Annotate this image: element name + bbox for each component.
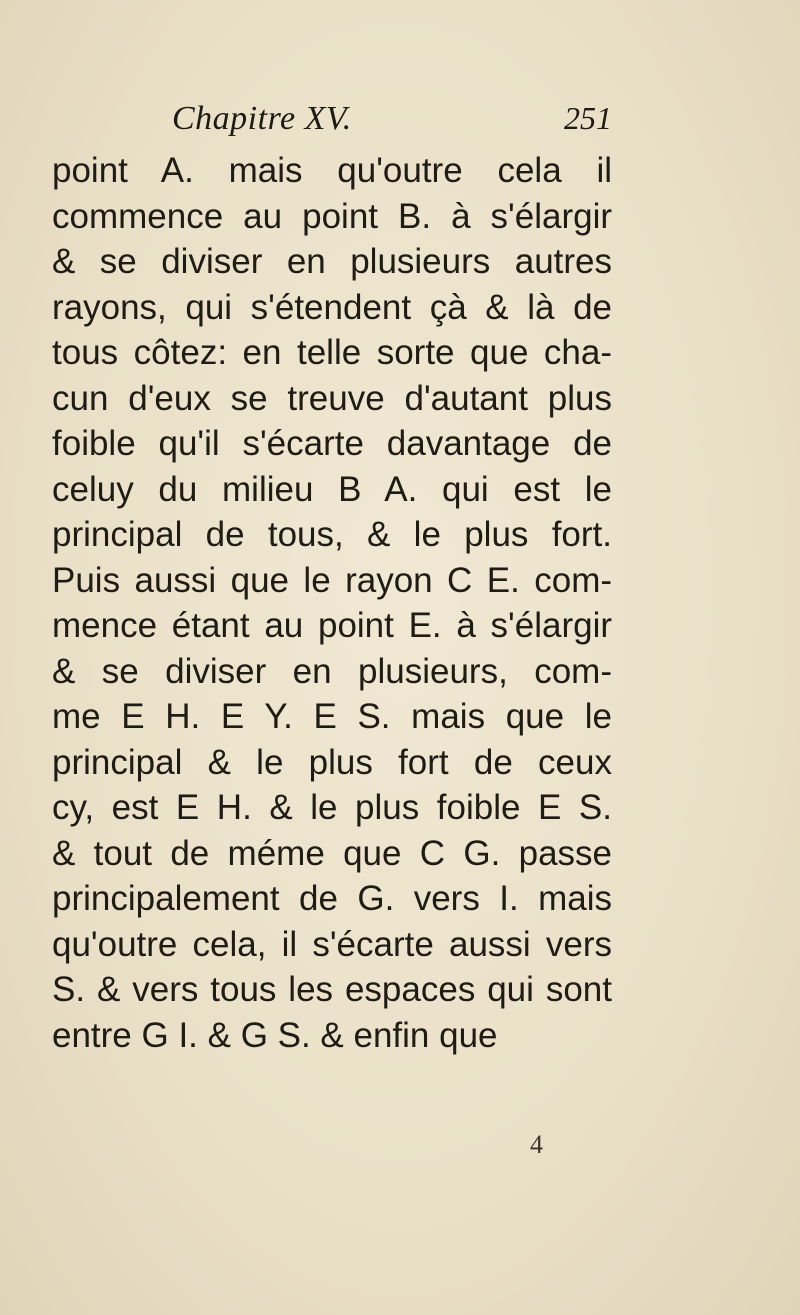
text-line: & se diviser en plusieurs, com- (52, 651, 612, 691)
text-line: & se diviser en plusieurs autres (52, 242, 612, 281)
running-head (52, 100, 612, 150)
text-line: S. & vers tous les espaces qui sont (52, 970, 612, 1009)
text-line: point A. mais qu'outre cela il (52, 151, 612, 190)
text-line: principal & le plus fort de ceux (52, 742, 612, 782)
text-line: entre G I. & G S. & enfin que (52, 1015, 498, 1055)
text-line: me E H. E Y. E S. mais que le (52, 697, 612, 736)
text-line: principalement de G. vers I. mais (52, 879, 612, 918)
text-line: mence étant au point E. à s'élargir (52, 606, 612, 645)
text-line: celuy du milieu B A. qui est le (52, 469, 612, 509)
chapter-title: Chapitre XV. (172, 100, 352, 137)
page-mark: 4 (530, 1130, 543, 1159)
text-line: foible qu'il s'écarte davantage de (52, 424, 612, 463)
text-line: & tout de méme que C G. passe (52, 833, 612, 873)
text-line: Puis aussi que le rayon C E. com- (52, 560, 612, 600)
body-text (52, 148, 612, 1058)
text-line: commence au point B. à s'élargir (52, 196, 612, 236)
text-line: tous côtez: en telle sorte que cha- (52, 333, 612, 372)
text-line: rayons, qui s'étendent çà & là de (52, 287, 612, 327)
text-line: principal de tous, & le plus fort. (52, 515, 612, 554)
text-line: cun d'eux se treuve d'autant plus (52, 378, 612, 418)
text-line: cy, est E H. & le plus foible E S. (52, 788, 612, 827)
text-line: qu'outre cela, il s'écarte aussi vers (52, 924, 612, 964)
page-number: 251 (564, 100, 612, 136)
